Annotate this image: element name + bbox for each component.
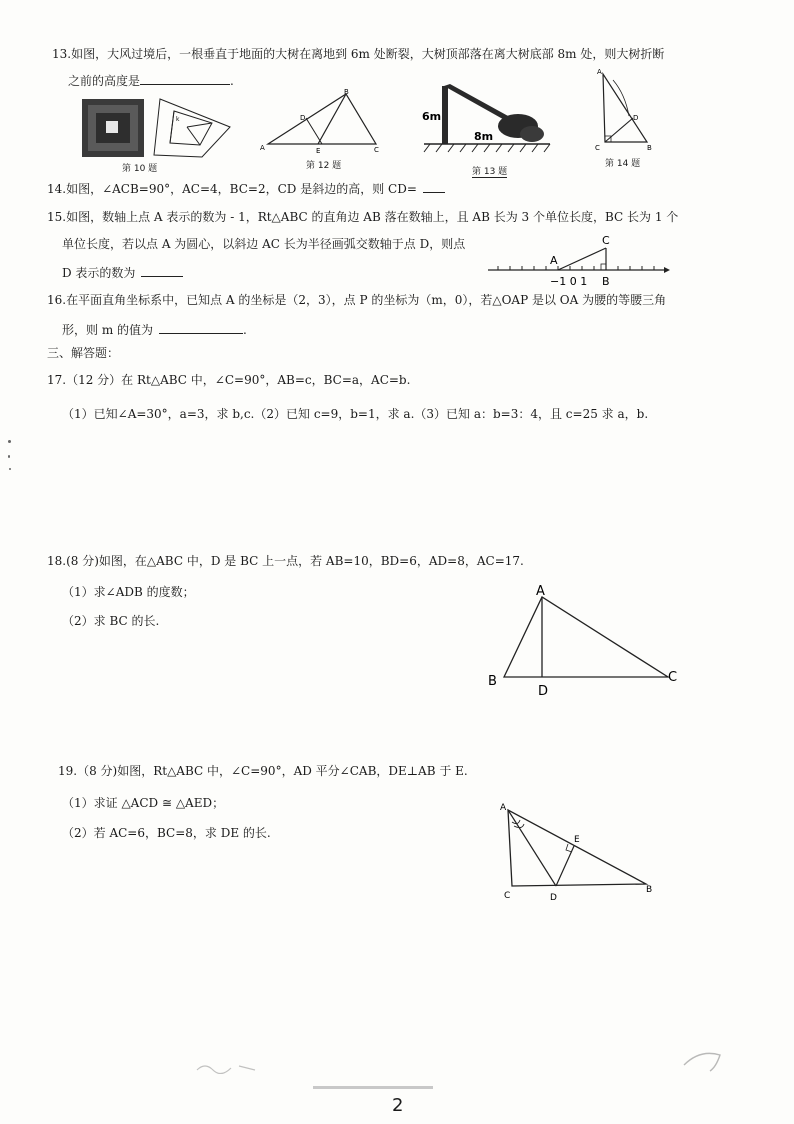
q18-line1: 18.(8 分)如图，在△ABC 中，D 是 BC 上一点，若 AB=10，BD=6，AD=8，AC=17. [47,554,524,568]
q16-line1: 16.在平面直角坐标系中，已知点 A 的坐标是（2，3），点 P 的坐标为（m，0），若△OAP 是以 OA 为腰的等腰三角 [47,293,667,307]
q13-line2: 之前的高度是 . [68,74,234,88]
q15-fig-ticks: −1 0 1 [550,275,588,288]
q15-line3-text: D 表示的数为 [62,266,136,280]
scan-smudge [195,1060,265,1074]
q15-number-line-figure [484,230,670,290]
q18-fig-label-A: A [536,585,545,599]
q19-part1: （1）求证 △ACD ≅ △AED； [62,796,225,810]
q15-answer-blank [141,276,183,277]
fig14-label-A: A [597,68,602,76]
fig13-label-6m: 6m [422,110,442,123]
figure-14 [593,64,663,172]
q18-fig-label-C: C [668,670,678,685]
q18-triangle-figure [484,585,684,700]
svg-text:k: k [176,116,180,123]
figure-13 [420,80,560,178]
q16-line2: 形，则 m 的值为 . [62,323,247,337]
q19-fig-label-B: B [646,885,653,895]
q15-line1: 15.如图，数轴上点 A 表示的数为 - 1，Rt△ABC 的直角边 AB 落在数轴上，且 AB 长为 3 个单位长度，BC 长为 1 个 [47,210,679,224]
fig14-label-C: C [595,144,600,152]
fig12-label-B: B [344,88,349,96]
q13-line2-text: 之前的高度是 [68,74,141,88]
q14-answer-blank [423,192,445,193]
page-number: 2 [392,1095,404,1116]
fig13-caption: 第 13 题 [472,164,507,178]
q13-answer-blank [140,84,230,85]
q15-fig-label-A: A [550,254,558,267]
q15-fig-label-C: C [602,234,610,247]
scan-mark [9,468,11,470]
fig14-label-D: D [633,114,639,122]
q15-fig-label-B: B [602,275,610,288]
q17-line1: 17.（12 分）在 Rt△ABC 中，∠C=90°，AB=c，BC=a，AC=b. [47,373,411,387]
q18-fig-label-D: D [538,684,549,699]
fig12-label-C: C [374,146,379,154]
figure-10 [82,97,232,174]
q15-line2: 单位长度，若以点 A 为圆心，以斜边 AC 长为半径画弧交数轴于点 D，则点 [62,237,466,251]
scan-smudge [680,1045,725,1075]
q19-line1: 19.（8 分)如图，Rt△ABC 中，∠C=90°，AD 平分∠CAB，DE⊥AB 于 E. [58,764,468,778]
fig14-caption: 第 14 题 [605,159,641,169]
q19-fig-label-C: C [504,891,511,901]
fig12-caption: 第 12 题 [306,161,342,171]
section-3-title: 三、解答题： [47,346,120,360]
scan-mark [8,455,10,458]
fig12-label-D: D [300,114,306,122]
figure-12 [258,88,383,171]
q19-fig-label-D: D [550,893,557,903]
scan-streak [313,1086,433,1089]
q19-triangle-figure [498,800,664,905]
fig10-caption: 第 10 题 [122,164,158,174]
q18-part1: （1）求∠ADB 的度数； [62,585,195,599]
q19-part2: （2）若 AC=6，BC=8，求 DE 的长. [62,826,271,840]
fig12-label-E: E [316,147,321,155]
q14-line [47,181,445,197]
q19-fig-label-E: E [574,835,580,845]
q18-fig-label-B: B [488,674,497,689]
fig13-label-8m: 8m [474,130,494,143]
q15-line3 [62,265,183,281]
q16-line2-text: 形，则 m 的值为 [62,323,154,337]
fig14-label-B: B [647,144,652,152]
q19-fig-label-A: A [500,803,507,813]
q13-line1: 13.如图，大风过境后，一根垂直于地面的大树在离地到 6m 处断裂，大树顶部落在离大树底部 8m 处，则大树折断 [52,47,665,61]
scan-mark [8,440,11,443]
fig12-label-A: A [260,144,265,152]
q17-line2: （1）已知∠A=30°，a=3，求 b,c.（2）已知 c=9，b=1，求 a.（3）已知 a：b=3：4，且 c=25 求 a，b. [62,407,649,421]
q18-part2: （2）求 BC 的长. [62,614,160,628]
q16-answer-blank [159,333,243,334]
q14-text: 14.如图，∠ACB=90°，AC=4，BC=2，CD 是斜边的高，则 CD= [47,182,417,196]
